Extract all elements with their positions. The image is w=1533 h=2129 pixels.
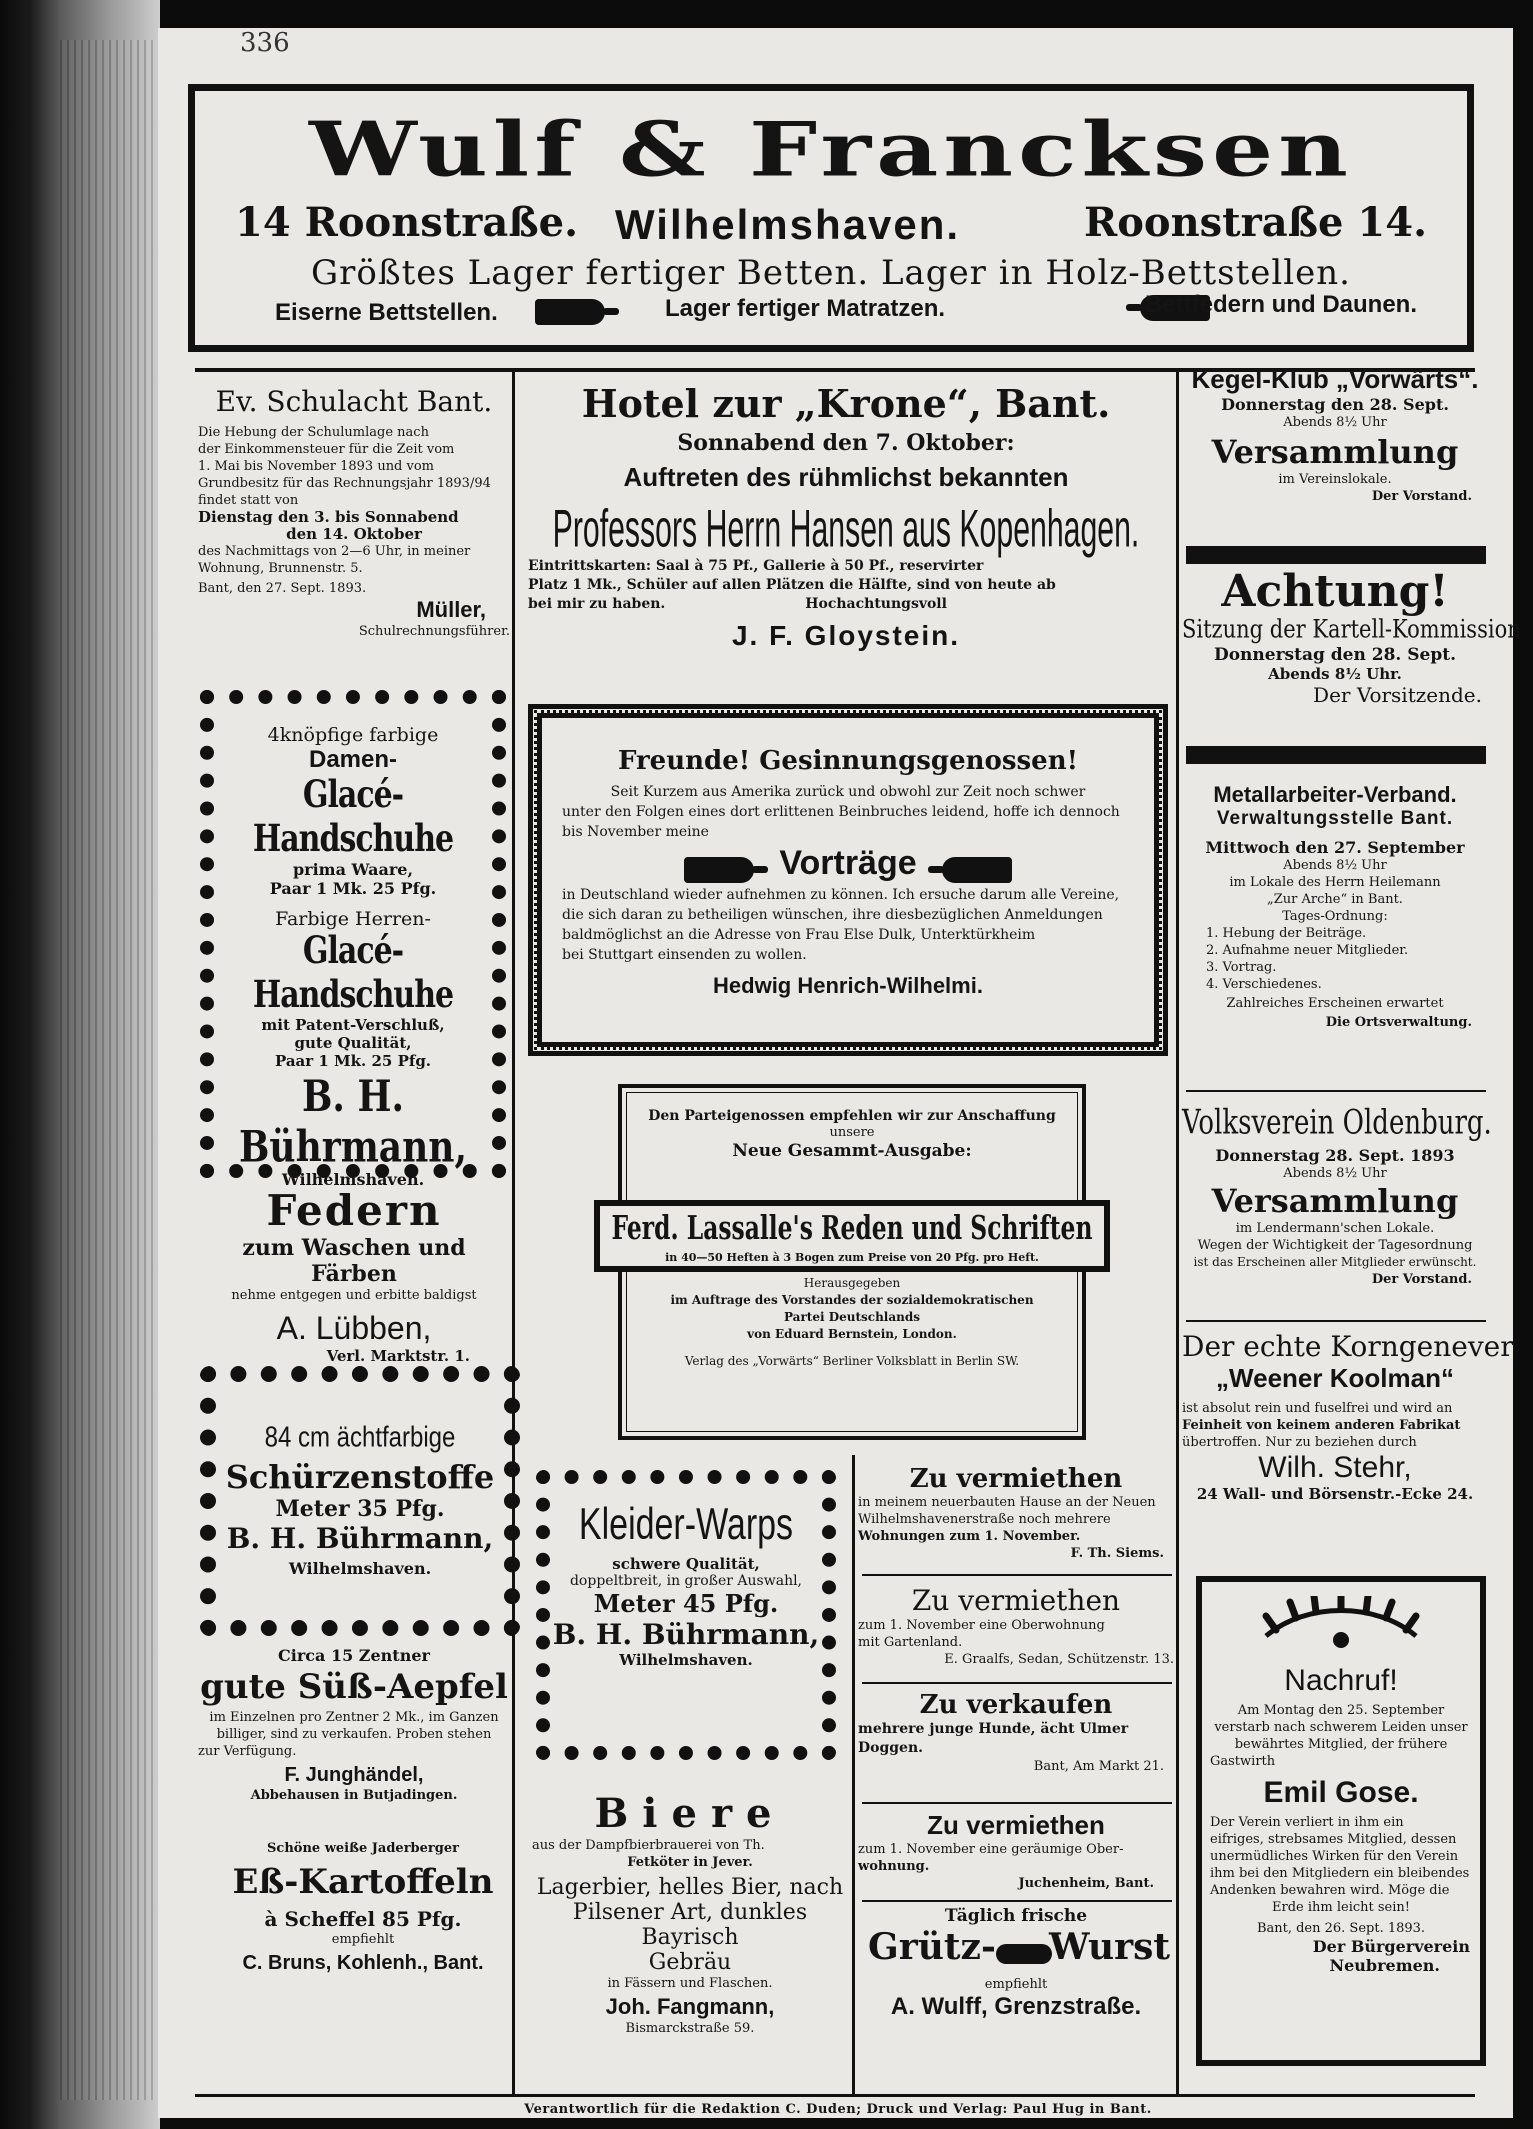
nachruf-line: Andenken bewahren wird. Möge die	[1210, 1883, 1450, 1898]
genever-addr: 24 Wall- und Börsenstr.-Ecke 24.	[1196, 1485, 1474, 1503]
hotel-line: Hochachtungsvoll	[805, 596, 947, 612]
verm1-name: F. Th. Siems.	[1070, 1546, 1164, 1561]
firm-name: Wulf & Francksen	[309, 105, 1353, 194]
lassalle-line: im Auftrage des Vorstandes der sozialdemokratischen	[670, 1293, 1034, 1307]
aepfel-line: im Einzelnen pro Zentner 2 Mk., im Ganzen	[209, 1710, 499, 1725]
ad-lassalle-box	[611, 1084, 1093, 1440]
sausage-icon	[996, 1944, 1052, 1964]
ad-freunde-box	[528, 704, 1168, 1056]
warps-line: doppeltbreit, in großer Auswahl,	[569, 1573, 803, 1589]
warps-line: Meter 45 Pfg.	[593, 1589, 779, 1618]
nachruf-sig: Der Bürgerverein	[1312, 1937, 1470, 1956]
ad-aepfel	[198, 1646, 510, 1804]
wurst-title-a: Grütz-	[868, 1926, 996, 1968]
ad-achtung	[1182, 566, 1521, 707]
gloves-name: B. H. Bührmann,	[238, 1071, 468, 1173]
address-left: 14 Roonstraße.	[235, 199, 579, 246]
kegel-line: Abends 8½ Uhr	[1283, 415, 1387, 430]
bottom-rule	[195, 2094, 1475, 2097]
imprint-footer: Verantwortlich für die Redaktion C. Duden; Druck und Verlag: Paul Hug in Bant.	[524, 2102, 1152, 2117]
genever-line: übertroffen. Nur zu beziehen durch	[1182, 1435, 1417, 1450]
freunde-vortraege: Vorträge	[779, 844, 917, 882]
column-divider-left	[512, 372, 515, 2094]
schulacht-name: Müller,	[416, 597, 486, 622]
city-name: Wilhelmshaven.	[615, 201, 961, 248]
ad-gloves-box	[200, 690, 506, 1189]
schulacht-title: Ev. Schulacht Bant.	[215, 385, 493, 418]
kegel-versammlung: Versammlung	[1211, 433, 1459, 471]
aepfel-line: billiger, sind zu verkaufen. Proben stehen	[216, 1727, 492, 1742]
hotel-professor: Professors Herrn Hansen aus Kopenhagen.	[552, 499, 1140, 558]
metall-line: Tages-Ordnung:	[1282, 909, 1388, 924]
item-matratzen: Lager fertiger Matratzen.	[665, 295, 946, 322]
lassalle-line: Den Parteigenossen empfehlen wir zur Anschaffung	[648, 1108, 1056, 1124]
achtung-line: Donnerstag den 28. Sept.	[1213, 645, 1457, 665]
lassalle-line: Herausgegeben	[803, 1276, 901, 1290]
nachruf-line: bewährtes Mitglied, der frühere	[1234, 1737, 1448, 1752]
nachruf-name: Emil Gose.	[1263, 1776, 1419, 1809]
nachruf-line: unermüdliches Wirken für den Verein	[1210, 1849, 1459, 1864]
nachruf-line: Am Montag den 25. September	[1237, 1703, 1445, 1718]
ad-genever	[1182, 1330, 1514, 1503]
hotel-name: J. F. Gloystein.	[731, 620, 961, 651]
item-bettfedern: Bettfedern und Daunen.	[1145, 291, 1418, 318]
metall-sig: Die Ortsverwaltung.	[1325, 1015, 1472, 1030]
lassalle-line: von Eduard Bernstein, London.	[747, 1327, 957, 1341]
metall-line: Zahlreiches Erscheinen erwartet	[1226, 996, 1444, 1011]
ad-warps-box	[536, 1470, 836, 1760]
metall-line: im Lokale des Herrn Heilemann	[1229, 875, 1441, 890]
lassalle-title: Ferd. Lassalle's Reden und Schriften	[611, 1209, 1093, 1248]
kegel-line: im Vereinslokale.	[1278, 472, 1392, 487]
gloves-title: Glacé-Handschuhe	[252, 929, 454, 1017]
ad-vermiethen-3	[858, 1810, 1174, 1892]
divider	[862, 1682, 1172, 1684]
kartoffeln-line: Schöne weiße Jaderberger	[267, 1841, 459, 1856]
verm2-line: mit Gartenland.	[858, 1635, 963, 1650]
lassalle-line: Verlag des „Vorwärts“ Berliner Volksblatt in Berlin SW.	[684, 1354, 1020, 1368]
federn-addr: Verl. Marktstr. 1.	[326, 1347, 470, 1365]
verm1-title: Zu vermiethen	[909, 1464, 1123, 1494]
volksverein-line: Donnerstag 28. Sept. 1893	[1215, 1146, 1455, 1165]
divider	[862, 1574, 1172, 1576]
metall-line: Abends 8½ Uhr	[1283, 858, 1387, 873]
genever-title: Der echte Korngenever	[1182, 1330, 1514, 1363]
gloves-line: Paar 1 Mk. 25 Pfg.	[274, 1052, 432, 1070]
biere-line: Gebräu	[648, 1950, 732, 1975]
verkaufen-title: Zu verkaufen	[919, 1690, 1113, 1720]
verkaufen-line: mehrere junge Hunde, ächt Ulmer	[858, 1721, 1129, 1737]
ad-kegel	[1182, 364, 1488, 505]
warps-city: Wilhelmshaven.	[619, 1651, 753, 1669]
biere-line: Fetköter in Jever.	[627, 1855, 753, 1870]
kartoffeln-name: C. Bruns, Kohlenh., Bant.	[242, 1952, 484, 1974]
schulacht-line: der Einkommensteuer für die Zeit vom	[198, 442, 455, 457]
column-divider-middle-bottom	[852, 1455, 855, 2095]
aepfel-name: F. Junghändel,	[284, 1764, 424, 1786]
ad-vermiethen-1	[858, 1464, 1174, 1562]
volksverein-line: Abends 8½ Uhr	[1283, 1166, 1387, 1181]
agenda-item: 1. Hebung der Beiträge.	[1206, 926, 1367, 941]
page-number: 336	[240, 28, 290, 58]
genever-sub: „Weener Koolman“	[1216, 1363, 1454, 1393]
lassalle-line: Partei Deutschlands	[783, 1310, 920, 1324]
ad-verkaufen	[858, 1690, 1174, 1775]
wurst-title-row	[858, 1926, 1174, 1976]
gloves-line: Paar 1 Mk. 25 Pfg.	[269, 879, 437, 898]
ad-vermiethen-2	[858, 1584, 1174, 1668]
aepfel-line: Circa 15 Zentner	[278, 1646, 430, 1665]
column-divider-right	[1176, 372, 1179, 2094]
freunde-line: baldmöglichst an die Adresse von Frau Else Dulk, Unterktürkheim	[562, 927, 1036, 943]
schuerzen-name: B. H. Bührmann,	[226, 1522, 494, 1555]
aepfel-title: gute Süß-Aepfel	[200, 1667, 508, 1707]
ad-nachruf-box	[1196, 1576, 1486, 2066]
lassalle-line: unsere	[829, 1125, 875, 1140]
biere-line: Pilsener Art, dunkles Bayrisch	[572, 1900, 808, 1950]
freunde-vortraege-row	[542, 844, 1154, 883]
metall-agenda	[1182, 925, 1488, 993]
laurel-wreath-icon	[1256, 1596, 1426, 1652]
lassalle-title-box	[594, 1200, 1110, 1272]
achtung-line: Abends 8½ Uhr.	[1268, 665, 1402, 683]
header-line2: Größtes Lager fertiger Betten. Lager in Holz-Bettstellen.	[311, 253, 1351, 293]
ad-biere	[532, 1790, 848, 2037]
biere-title: Biere	[594, 1790, 786, 1837]
header-items-row	[195, 291, 1467, 331]
metall-title: Metallarbeiter-Verband.	[1213, 782, 1457, 807]
verm3-line: wohnung.	[858, 1859, 930, 1874]
nachruf-line: ihm bei den Mitgliedern ein bleibendes	[1210, 1866, 1470, 1881]
verm3-title: Zu vermiethen	[927, 1810, 1105, 1840]
verm3-name: Juchenheim, Bant.	[1018, 1876, 1154, 1891]
schulacht-role: Schulrechnungsführer.	[358, 624, 510, 639]
ad-kartoffeln	[198, 1840, 528, 1975]
wurst-line: Täglich frische	[944, 1906, 1088, 1926]
aepfel-line: zur Verfügung.	[198, 1744, 297, 1759]
schulacht-line: den 14. Oktober	[286, 525, 422, 543]
freunde-line: Seit Kurzem aus Amerika zurück und obwohl zur Zeit noch schwer	[610, 784, 1086, 800]
nachruf-line: verstarb nach schwerem Leiden unser	[1214, 1720, 1468, 1735]
metall-line: Mittwoch den 27. September	[1205, 838, 1465, 857]
nachruf-line: eifriges, strebsames Mitglied, dessen	[1210, 1832, 1457, 1847]
nachruf-line: Der Verein verliert in ihm ein	[1210, 1815, 1404, 1830]
achtung-sig: Der Vorsitzende.	[1313, 683, 1482, 707]
schulacht-date: Bant, den 27. Sept. 1893.	[198, 581, 367, 596]
ad-schulacht	[198, 384, 510, 640]
schulacht-line: Die Hebung der Schulumlage nach	[198, 425, 429, 440]
aepfel-addr: Abbehausen in Butjadingen.	[250, 1788, 458, 1803]
gloves-line: Farbige Herren-	[275, 908, 431, 930]
kartoffeln-title: Eß-Kartoffeln	[232, 1862, 494, 1902]
wurst-line: empfiehlt	[984, 1977, 1048, 1992]
warps-name: B. H. Bührmann,	[552, 1618, 820, 1651]
ad-wurst	[858, 1906, 1174, 2021]
gloves-line: Damen-	[308, 746, 398, 773]
verm1-line: Wohnungen zum 1. November.	[858, 1529, 1081, 1544]
freunde-line: unter den Folgen eines dort erlittenen Beinbruches leidend, hoffe ich dennoch	[562, 804, 1120, 820]
biere-line: aus der Dampfbierbrauerei von Th.	[532, 1838, 765, 1853]
verm2-title: Zu vermiethen	[911, 1584, 1121, 1617]
thick-divider	[1186, 546, 1486, 564]
gloves-line: 4knöpfige farbige	[267, 724, 439, 746]
nachruf-line: Erde ihm leicht sein!	[1272, 1900, 1410, 1915]
biere-line: in Fässern und Flaschen.	[607, 1976, 773, 1991]
schulacht-line: Grundbesitz für das Rechnungsjahr 1893/94	[198, 476, 491, 491]
header-address-row	[195, 199, 1467, 249]
federn-line: nehme entgegen und erbitte baldigst	[231, 1288, 477, 1303]
divider	[862, 1802, 1172, 1804]
nachruf-date: Bant, den 26. Sept. 1893.	[1256, 1921, 1426, 1936]
thick-divider	[1186, 746, 1486, 764]
federn-line: zum Waschen und Färben	[242, 1235, 466, 1287]
genever-line: Feinheit von keinem anderen Fabrikat	[1182, 1418, 1461, 1433]
schuerzen-line: Meter 35 Pfg.	[275, 1496, 445, 1522]
schulacht-line: Dienstag den 3. bis Sonnabend	[198, 508, 459, 526]
genever-line: ist absolut rein und fuselfrei und wird an	[1182, 1401, 1453, 1416]
pointing-hand-icon	[684, 857, 754, 883]
genever-name: Wilh. Stehr,	[1258, 1451, 1412, 1484]
freunde-line: in Deutschland wieder aufnehmen zu können. Ich ersuche darum alle Vereine,	[562, 887, 1120, 903]
gloves-line: mit Patent-Verschluß,	[261, 1016, 445, 1034]
kartoffeln-line: empfiehlt	[331, 1932, 395, 1947]
nachruf-sig: Neubremen.	[1329, 1956, 1440, 1975]
verkaufen-line: Doggen.	[858, 1740, 924, 1756]
kegel-line: Donnerstag den 28. Sept.	[1221, 395, 1449, 414]
warps-title: Kleider-Warps	[578, 1500, 794, 1550]
volksverein-versammlung: Versammlung	[1211, 1182, 1459, 1220]
pointing-hand-left-icon	[942, 857, 1012, 883]
verm3-line: zum 1. November eine geräumige Ober-	[858, 1842, 1124, 1857]
ad-schuerzen-box	[200, 1366, 520, 1636]
metall-line: „Zur Arche“ in Bant.	[1267, 892, 1403, 907]
header-ad-box	[188, 84, 1474, 352]
kegel-title: Kegel-Klub „Vorwärts“.	[1191, 364, 1479, 394]
schulacht-line: 1. Mai bis November 1893 und vom	[198, 459, 435, 474]
hotel-row	[528, 595, 1164, 614]
book-spine	[0, 0, 160, 2129]
achtung-title: Achtung!	[1221, 566, 1449, 617]
schuerzen-city: Wilhelmshaven.	[288, 1559, 432, 1578]
ad-metall	[1182, 782, 1488, 1031]
gloves-title: Glacé-Handschuhe	[252, 773, 454, 861]
metall-sub: Verwaltungsstelle Bant.	[1216, 808, 1454, 829]
nachruf-title: Nachruf!	[1284, 1664, 1398, 1697]
wurst-title-b: Wurst	[1048, 1926, 1170, 1968]
schulacht-line: des Nachmittags von 2—6 Uhr, in meiner	[198, 544, 471, 559]
schuerzen-title: Schürzenstoffe	[225, 1458, 495, 1496]
ad-volksverein	[1182, 1100, 1492, 1288]
schulacht-line: Wohnung, Brunnenstr. 5.	[198, 561, 363, 576]
verm1-line: in meinem neuerbauten Hause an der Neuen	[858, 1495, 1156, 1510]
address-right: Roonstraße 14.	[1083, 199, 1427, 246]
lassalle-line: Neue Gesammt-Ausgabe:	[732, 1141, 972, 1161]
agenda-item: 4. Verschiedenes.	[1206, 977, 1322, 992]
schulacht-line: findet statt von	[198, 493, 299, 508]
ad-federn	[198, 1186, 510, 1365]
divider	[862, 1900, 1172, 1902]
verm2-line: zum 1. November eine Oberwohnung	[858, 1618, 1105, 1633]
verkaufen-addr: Bant, Am Markt 21.	[1033, 1759, 1164, 1774]
gloves-line: prima Waare,	[292, 860, 414, 879]
freunde-line: bei Stuttgart einsenden zu wollen.	[562, 947, 807, 963]
lassalle-line: in 40—50 Heften à 3 Bogen zum Preise von 20 Pfg. pro Heft.	[665, 1251, 1039, 1264]
freunde-name: Hedwig Henrich-Wilhelmi.	[713, 973, 983, 998]
verm2-name: E. Graalfs, Sedan, Schützenstr. 13.	[944, 1652, 1174, 1667]
warps-line: schwere Qualität,	[612, 1555, 760, 1573]
hotel-date: Sonnabend den 7. Oktober:	[677, 430, 1015, 456]
hotel-line: Platz 1 Mk., Schüler auf allen Plätzen die Hälfte, sind von heute ab	[528, 577, 1056, 593]
gloves-line: gute Qualität,	[294, 1034, 412, 1052]
biere-name: Joh. Fangmann,	[605, 1994, 775, 2019]
volksverein-line: ist das Erscheinen aller Mitglieder erwünscht.	[1193, 1255, 1477, 1269]
schuerzen-line: 84 cm ächtfarbige	[264, 1421, 456, 1454]
spine-page-edges	[60, 40, 155, 2100]
divider	[1186, 1090, 1486, 1092]
biere-addr: Bismarckstraße 59.	[625, 2021, 755, 2036]
wurst-name: A. Wulff, Grenzstraße.	[890, 1993, 1142, 2020]
achtung-line: Sitzung der Kartell-Kommission	[1182, 614, 1521, 644]
item-eiserne: Eiserne Bettstellen.	[275, 299, 498, 326]
volksverein-title: Volksverein Oldenburg.	[1182, 1103, 1492, 1143]
hotel-line: bei mir zu haben.	[528, 596, 666, 612]
gloves-city: Wilhelmshaven.	[281, 1170, 425, 1189]
federn-name: A. Lübben,	[276, 1310, 432, 1346]
volksverein-line: Wegen der Wichtigkeit der Tagesordnung	[1197, 1238, 1473, 1253]
federn-title: Federn	[266, 1186, 442, 1235]
agenda-item: 2. Aufnahme neuer Mitglieder.	[1206, 943, 1409, 958]
biere-line: Lagerbier, helles Bier, nach	[536, 1875, 844, 1900]
hotel-line: Auftreten des rühmlichst bekannten	[623, 462, 1069, 492]
hotel-title: Hotel zur „Krone“, Bant.	[581, 381, 1111, 426]
nachruf-line: Gastwirth	[1210, 1754, 1276, 1769]
hotel-line: Eintrittskarten: Saal à 75 Pf., Gallerie à 50 Pf., reservirter	[528, 558, 984, 574]
agenda-item: 3. Vortrag.	[1206, 960, 1277, 975]
freunde-line: bis November meine	[562, 824, 709, 840]
verm1-line: Wilhelmshavenerstraße noch mehrere	[858, 1512, 1111, 1527]
divider	[1186, 1320, 1486, 1322]
volksverein-line: im Lendermann'schen Lokale.	[1235, 1221, 1435, 1236]
freunde-line: die sich daran zu betheiligen wünschen, ihre diesbezüglichen Anmeldungen	[562, 907, 1103, 923]
kartoffeln-line: à Scheffel 85 Pfg.	[264, 1907, 462, 1931]
ad-hotel	[518, 380, 1174, 652]
kegel-sig: Der Vorstand.	[1371, 489, 1472, 504]
volksverein-sig: Der Vorstand.	[1371, 1272, 1472, 1287]
freunde-title: Freunde! Gesinnungsgenossen!	[617, 746, 1079, 776]
pointing-hand-icon	[535, 299, 605, 325]
